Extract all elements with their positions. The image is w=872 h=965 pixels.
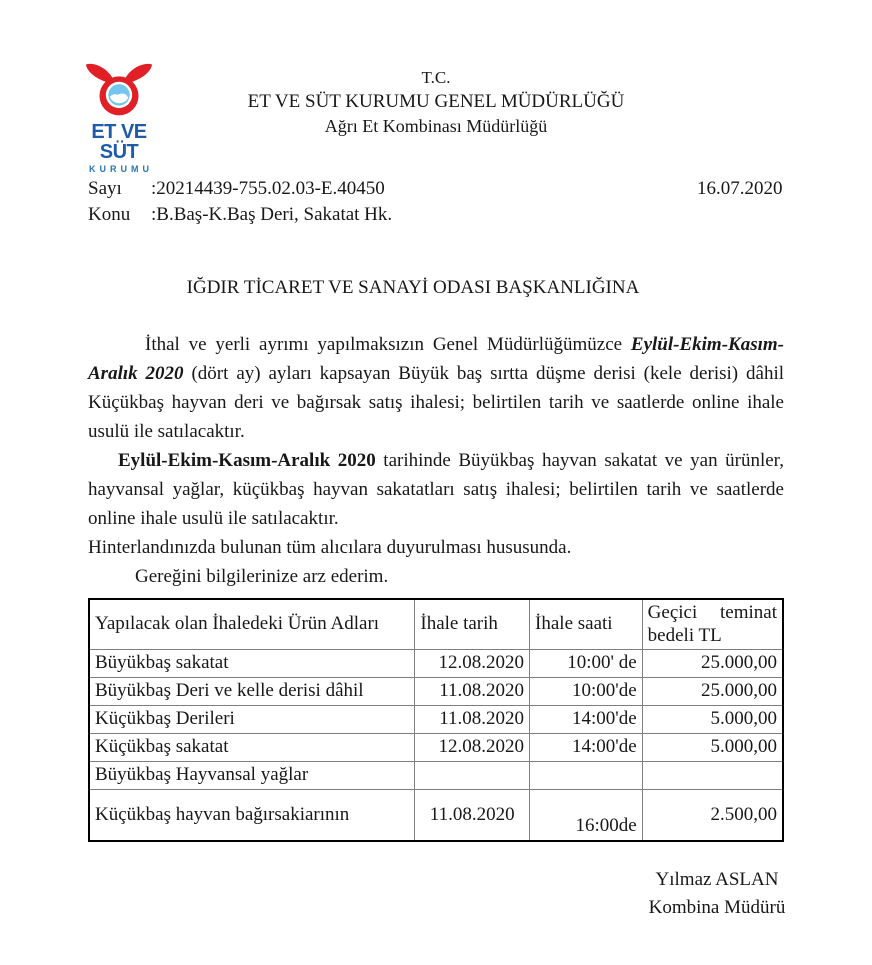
konu-value: :B.Baş-K.Baş Deri, Sakatat Hk. (151, 204, 393, 225)
meta-block (88, 176, 392, 228)
cell-deposit: 25.000,00 (642, 649, 783, 677)
sayi-label: Sayı (88, 178, 122, 199)
konu-label: Konu (88, 204, 131, 225)
table-row (89, 733, 783, 761)
cell-date (415, 761, 530, 789)
cell-deposit: 5.000,00 (642, 705, 783, 733)
cell-product: Büyükbaş Deri ve kelle derisi dâhil (89, 677, 415, 705)
logo-brand-text: ET VE SÜT (91, 121, 147, 163)
cell-deposit (642, 761, 783, 789)
body-paragraph-2 (88, 446, 784, 533)
cell-time: 16:00de (530, 789, 643, 841)
cell-time: 10:00'de (530, 677, 643, 705)
cell-time (530, 761, 643, 789)
auction-table-body (89, 649, 783, 841)
signature-block (627, 866, 807, 922)
letterhead-tc: T.C. (421, 68, 451, 87)
table-row (89, 789, 783, 841)
header-deposit: Geçici teminat bedeli TL (642, 599, 783, 649)
recipient-line: IĞDIR TİCARET VE SANAYİ ODASI BAŞKANLIĞINA (186, 277, 640, 298)
signature-title: Kombina Müdürü (648, 897, 786, 918)
table-row (89, 761, 783, 789)
cell-date: 11.08.2020 (415, 789, 530, 841)
cell-time: 14:00'de (530, 733, 643, 761)
letterhead-branch: Ağrı Et Kombinası Müdürlüğü (324, 116, 548, 136)
cell-date: 12.08.2020 (415, 649, 530, 677)
cell-product: Büyükbaş sakatat (89, 649, 415, 677)
header-date: İhale tarih (415, 599, 530, 649)
p1-text-b: (dört ay) ayları kapsayan Büyük baş sırtta düşme derisi (kele derisi) dâhil Küçükbaş hayvan deri ve bağırsak satış ihalesi; belirtilen tarih ve saatlerde online ihale usulü ile satılacaktır. (88, 363, 784, 442)
cell-deposit: 2.500,00 (642, 789, 783, 841)
p2-text: tarihinde Büyükbaş hayvan sakatat ve yan ürünler, hayvansal yağlar, küçükbaş hayvan sakatatları satış ihalesi; belirtilen tarih ve saatlerde online ihale usulü ile satılacaktır. (88, 450, 785, 529)
table-row (89, 677, 783, 705)
document-date: 16.07.2020 (697, 178, 783, 199)
cell-product: Küçükbaş Derileri (89, 705, 415, 733)
cell-time: 14:00'de (530, 705, 643, 733)
header-time: İhale saati (530, 599, 643, 649)
sayi-row (88, 176, 392, 202)
cell-deposit: 25.000,00 (642, 677, 783, 705)
body-paragraph-3: Hinterlandınızda bulunan tüm alıcılara duyurulması hususunda. (88, 537, 572, 558)
auction-table-head (89, 599, 783, 649)
cell-product: Küçükbaş sakatat (89, 733, 415, 761)
konu-row (88, 202, 392, 228)
cell-time: 10:00' de (530, 649, 643, 677)
cell-date: 11.08.2020 (415, 705, 530, 733)
cell-date: 11.08.2020 (415, 677, 530, 705)
p1-text-a: İthal ve yerli ayrımı yapılmaksızın Genel Müdürlüğümüzce (145, 334, 631, 355)
header-row (89, 599, 783, 649)
cell-product: Büyükbaş Hayvansal yağlar (89, 761, 415, 789)
table-row (89, 649, 783, 677)
cell-date: 12.08.2020 (415, 733, 530, 761)
p1-emphasis: Eylül-Ekim-Kasım-Aralık 2020 (88, 334, 784, 384)
auction-table (88, 598, 784, 842)
letterhead-institution: ET VE SÜT KURUMU GENEL MÜDÜRLÜĞÜ (247, 91, 625, 112)
signature-name: Yılmaz ASLAN (655, 869, 779, 890)
logo-brand-subtext: KURUMU (89, 164, 153, 174)
body-paragraph-1 (88, 330, 784, 446)
p2-emphasis: Eylül-Ekim-Kasım-Aralık 2020 (118, 450, 376, 471)
cell-product: Küçükbaş hayvan bağırsakiarının (89, 789, 415, 841)
header-product: Yapılacak olan İhaledeki Ürün Adları (89, 599, 415, 649)
letter-body (88, 330, 784, 591)
table-row (89, 705, 783, 733)
letterhead (0, 66, 872, 138)
sayi-value: :20214439-755.02.03-E.40450 (151, 178, 385, 199)
cell-deposit: 5.000,00 (642, 733, 783, 761)
body-paragraph-4: Gereğini bilgilerinize arz ederim. (135, 566, 389, 587)
